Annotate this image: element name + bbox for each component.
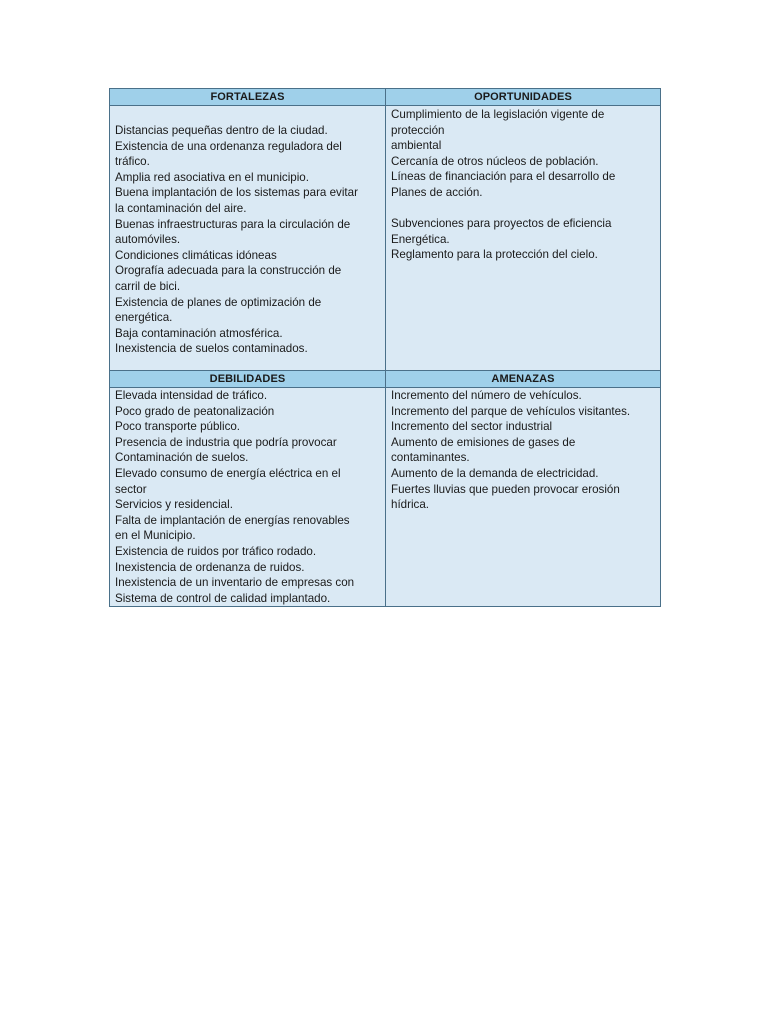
weakness-line: en el Municipio. xyxy=(115,529,196,543)
opportunities-header: OPORTUNIDADES xyxy=(386,89,661,106)
threat-line: contaminantes. xyxy=(391,451,470,465)
opportunity-line: Reglamento para la protección del cielo. xyxy=(391,248,598,262)
weakness-line: Sistema de control de calidad implantado. xyxy=(115,591,331,605)
threat-line: Incremento del número de vehículos. xyxy=(391,389,582,402)
opportunity-line: Subvenciones para proyectos de eficiencia xyxy=(391,217,612,231)
strength-line: Existencia de planes de optimización de xyxy=(115,295,322,309)
strength-line: Baja contaminación atmosférica. xyxy=(115,326,283,340)
strength-line: tráfico. xyxy=(115,155,150,169)
swot-table xyxy=(109,88,661,607)
opportunity-line: Energética. xyxy=(391,232,450,246)
strengths-list xyxy=(110,106,385,357)
weakness-line: Falta de implantación de energías renovables xyxy=(115,513,350,527)
opportunity-line: Cumplimiento de la legislación vigente de xyxy=(391,108,605,121)
opportunity-line: protección xyxy=(391,123,445,137)
threat-line: Aumento de la demanda de electricidad. xyxy=(391,466,599,480)
weakness-line: Elevada intensidad de tráfico. xyxy=(115,389,268,402)
weakness-line: Presencia de industria que podría provocar xyxy=(115,435,337,449)
weaknesses-cell xyxy=(110,388,386,607)
strength-line: automóviles. xyxy=(115,233,181,247)
weakness-line: Elevado consumo de energía eléctrica en el xyxy=(115,466,341,480)
weakness-line: Poco transporte público. xyxy=(115,420,241,434)
strength-line: Amplia red asociativa en el municipio. xyxy=(115,170,309,184)
threat-line: Incremento del sector industrial xyxy=(391,420,553,434)
strength-line: Inexistencia de suelos contaminados. xyxy=(115,342,308,356)
threats-header: AMENAZAS xyxy=(386,371,661,388)
weaknesses-list xyxy=(110,388,385,606)
weakness-line: Inexistencia de ordenanza de ruidos. xyxy=(115,560,305,574)
threat-line: Incremento del parque de vehículos visitantes. xyxy=(391,404,631,418)
opportunities-list xyxy=(386,106,660,263)
opportunity-line: Planes de acción. xyxy=(391,185,483,199)
strengths-cell xyxy=(110,106,386,371)
strength-line: Buenas infraestructuras para la circulación de xyxy=(115,217,351,231)
opportunities-cell xyxy=(386,106,661,371)
threat-line: Fuertes lluvias que pueden provocar erosión xyxy=(391,482,620,496)
strength-line: la contaminación del aire. xyxy=(115,201,247,215)
strength-line: Existencia de una ordenanza reguladora del xyxy=(115,139,342,153)
weakness-line: sector xyxy=(115,482,147,496)
opportunity-blank-line xyxy=(391,201,656,217)
threats-list xyxy=(386,388,660,513)
strength-line: energética. xyxy=(115,311,173,325)
weakness-line: Existencia de ruidos por tráfico rodado. xyxy=(115,544,317,558)
threat-line: hídrica. xyxy=(391,498,430,512)
threats-cell xyxy=(386,388,661,607)
threat-line: Aumento de emisiones de gases de xyxy=(391,435,576,449)
weakness-line: Poco grado de peatonalización xyxy=(115,404,275,418)
strength-line: carril de bici. xyxy=(115,279,181,293)
strength-line: Condiciones climáticas idóneas xyxy=(115,248,277,262)
opportunity-line: ambiental xyxy=(391,139,442,153)
weaknesses-header: DEBILIDADES xyxy=(110,371,386,388)
strengths-header: FORTALEZAS xyxy=(110,89,386,106)
strength-line: Distancias pequeñas dentro de la ciudad. xyxy=(115,124,328,137)
strength-line: Buena implantación de los sistemas para evitar xyxy=(115,186,358,200)
opportunity-line: Líneas de financiación para el desarrollo de xyxy=(391,170,616,184)
strength-line: Orografía adecuada para la construcción de xyxy=(115,264,342,278)
weakness-line: Inexistencia de un inventario de empresas con xyxy=(115,576,355,590)
weakness-line: Servicios y residencial. xyxy=(115,498,233,512)
weakness-line: Contaminación de suelos. xyxy=(115,451,249,465)
opportunity-line: Cercanía de otros núcleos de población. xyxy=(391,154,599,168)
